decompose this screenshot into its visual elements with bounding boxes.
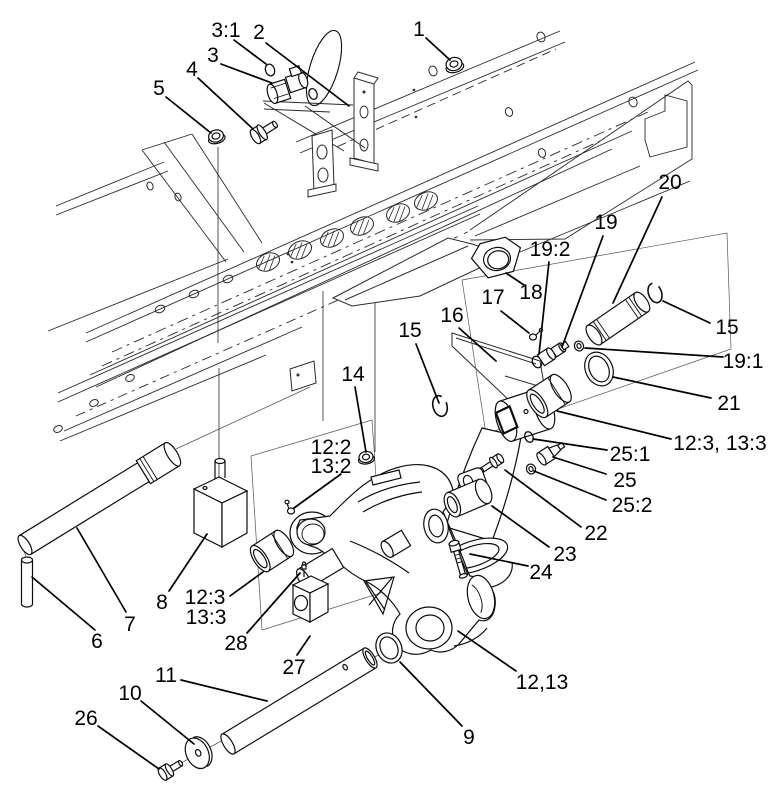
callout-12-2: 12:2 <box>310 436 352 459</box>
part-10-disc <box>181 733 217 773</box>
callout-3-1: 3:1 <box>211 19 241 42</box>
callout-11: 11 <box>155 664 177 687</box>
callout-2: 2 <box>253 21 265 44</box>
part-26-bolt <box>156 756 185 781</box>
callout-22: 22 <box>584 522 608 545</box>
callout-19: 19 <box>594 211 618 234</box>
callout-23: 23 <box>553 543 577 566</box>
callout-5: 5 <box>153 77 165 100</box>
callout-19-1: 19:1 <box>722 350 764 373</box>
callout-10: 10 <box>118 682 142 705</box>
part-18-nut <box>469 235 525 280</box>
callout-15-left: 15 <box>398 319 422 342</box>
part-6-pin <box>22 557 33 607</box>
leader-lines <box>32 38 723 769</box>
part-15-snap-ring-right <box>645 281 664 304</box>
callout-12-13: 12,13 <box>515 671 569 694</box>
callout-13-2: 13:2 <box>310 455 352 478</box>
callout-19-2: 19:2 <box>529 238 571 261</box>
part-19-1-nut <box>573 340 585 353</box>
callout-17: 17 <box>481 286 505 309</box>
part-2-slot <box>299 27 349 110</box>
callout-25-1: 25:1 <box>609 443 651 466</box>
part-1-nut <box>444 55 465 74</box>
callout-14: 14 <box>341 363 365 386</box>
callout-25-2: 25:2 <box>611 494 653 517</box>
callout-7: 7 <box>124 613 136 636</box>
callout-9: 9 <box>463 726 475 749</box>
part-15-snap-ring-left <box>431 394 450 418</box>
callout-4: 4 <box>186 58 198 81</box>
callout-8: 8 <box>156 591 168 614</box>
callout-12-3-13-3: 12:3, 13:3 <box>673 432 767 455</box>
part-25-2-nut <box>525 463 537 476</box>
part-4-bolt <box>248 116 281 145</box>
part-3-oring-b <box>307 87 318 100</box>
callout-26: 26 <box>74 707 98 730</box>
callout-6: 6 <box>91 630 103 653</box>
callout-16: 16 <box>440 304 464 327</box>
part-28-stud <box>302 562 306 569</box>
callout-15-right: 15 <box>715 316 739 339</box>
callout-13-3-left: 13:3 <box>185 606 227 629</box>
part-12-2-grease-fitting <box>285 500 295 514</box>
callout-24: 24 <box>529 561 553 584</box>
parts <box>14 27 664 782</box>
callout-27: 27 <box>282 656 306 679</box>
part-3-1-oring <box>264 63 277 77</box>
callout-18: 18 <box>519 281 543 304</box>
callout-1: 1 <box>413 18 425 41</box>
part-8-block <box>194 459 247 548</box>
callout-28: 28 <box>224 632 248 655</box>
callout-3: 3 <box>207 44 219 67</box>
callout-25: 25 <box>613 469 637 492</box>
callout-21: 21 <box>717 392 741 415</box>
part-7-shaft <box>14 440 184 559</box>
part-21-seal <box>579 347 618 390</box>
part-20-pin <box>583 290 653 348</box>
callout-20: 20 <box>658 171 682 194</box>
callout-12-3-left: 12:3 <box>184 586 226 609</box>
